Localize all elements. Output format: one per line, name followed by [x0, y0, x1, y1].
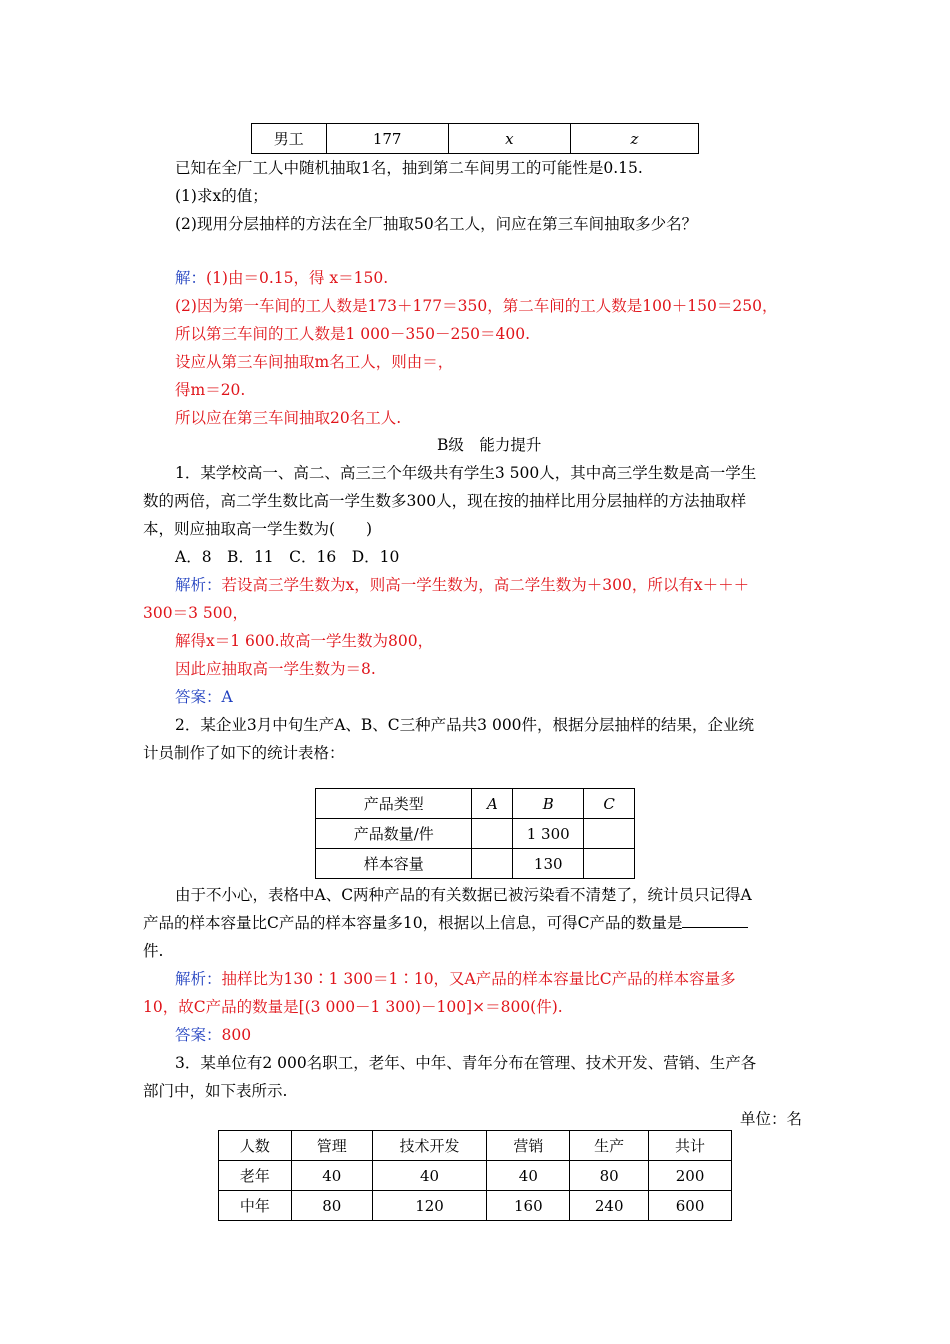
solution-line-3: 所以第三车间的工人数是1 000－350－250＝400. [175, 325, 531, 343]
p2-line-1: 2．某企业3月中旬生产A、B、C三种产品共3 000件，根据分层抽样的结果，企业统 [175, 716, 755, 734]
solution-line-4: 设应从第三车间抽取m名工人，则由＝， [175, 353, 454, 371]
table-cell: 130 [513, 849, 584, 879]
table-row [316, 789, 635, 819]
p3-line-2: 部门中，如下表所示. [143, 1082, 288, 1100]
p1-analysis-2: 300＝3 500， [143, 604, 248, 622]
table-header-cell: 技术开发 [372, 1131, 487, 1161]
table-row [316, 849, 635, 879]
table-header-cell: 共计 [649, 1131, 732, 1161]
table-cell: 40 [291, 1161, 372, 1191]
table-cell: 1 300 [513, 819, 584, 849]
p2-analysis-1: 解析：抽样比为130∶1 300＝1∶10，又A产品的样本容量比C产品的样本容量多 [175, 970, 736, 988]
table-cell: 样本容量 [316, 849, 472, 879]
table-cell: 80 [291, 1191, 372, 1221]
solution-label: 解： [175, 269, 207, 287]
solution-line-2: (2)因为第一车间的工人数是173＋177＝350，第二车间的工人数是100＋150＝250， [175, 297, 778, 315]
p1-line-2: 数的两倍，高二学生数比高一学生数多300人，现在按的抽样比用分层抽样的方法抽取样 [143, 492, 747, 510]
p3-line-1: 3．某单位有2 000名职工，老年、中年、青年分布在管理、技术开发、营销、生产各 [175, 1054, 757, 1072]
table-cell: 120 [372, 1191, 487, 1221]
table-row [316, 819, 635, 849]
p1-options: A．8 B．11 C．16 D．10 [175, 548, 400, 566]
table-cell [472, 849, 513, 879]
answer-blank [682, 913, 748, 928]
p1-analysis-4: 因此应抽取高一学生数为＝8. [175, 660, 376, 678]
table-row [252, 124, 699, 154]
p1-line-3: 本，则应抽取高一学生数为( ) [143, 520, 373, 538]
table-header-cell: B [513, 789, 584, 819]
table-cell: 老年 [219, 1161, 292, 1191]
table-cell [584, 819, 635, 849]
p1-line-1: 1．某学校高一、高二、高三三个年级共有学生3 500人，其中高三学生数是高一学生 [175, 464, 757, 482]
p2-line-5: 件. [143, 942, 164, 960]
table-header-cell: 管理 [291, 1131, 372, 1161]
table-cell: 40 [372, 1161, 487, 1191]
section-title: B级 能力提升 [437, 436, 542, 454]
table-cell [584, 849, 635, 879]
table-cell: 600 [649, 1191, 732, 1221]
table-row [219, 1131, 732, 1161]
table-cell: 160 [487, 1191, 570, 1221]
table-cell [472, 819, 513, 849]
table-cell: x [448, 124, 570, 154]
solution-line-6: 所以应在第三车间抽取20名工人. [175, 409, 402, 427]
table-cell: 200 [649, 1161, 732, 1191]
table-row [219, 1161, 732, 1191]
table-header-cell: C [584, 789, 635, 819]
p2-analysis-2: 10，故C产品的数量是[(3 000－1 300)－100]×＝800(件). [143, 998, 563, 1016]
table-header-cell: 营销 [487, 1131, 570, 1161]
p2-answer: 答案：800 [175, 1026, 252, 1044]
table-cell: 40 [487, 1161, 570, 1191]
table-cell: 男工 [252, 124, 327, 154]
p1-answer: 答案：A [175, 688, 233, 706]
table-header-cell: 人数 [219, 1131, 292, 1161]
table-header-cell: 生产 [570, 1131, 649, 1161]
unit-label: 单位：名 [740, 1110, 803, 1128]
table-cell: 产品数量/件 [316, 819, 472, 849]
table-header-cell: 产品类型 [316, 789, 472, 819]
table-cell: 177 [326, 124, 448, 154]
p2-line-2: 计员制作了如下的统计表格： [143, 744, 345, 762]
table-cell: z [570, 124, 698, 154]
question-part-1: (1)求x的值； [175, 187, 268, 205]
solution-line-5: 得m＝20. [175, 381, 246, 399]
p2-line-3: 由于不小心，表格中A、C两种产品的有关数据已被污染看不清楚了，统计员只记得A [175, 886, 752, 904]
solution-line-1: 解：(1)由＝0.15，得 x＝150. [175, 269, 389, 287]
question-part-2: (2)现用分层抽样的方法在全厂抽取50名工人，问应在第三车间抽取多少名？ [175, 215, 698, 233]
top-table [251, 123, 699, 154]
p1-analysis-3: 解得x＝1 600.故高一学生数为800， [175, 632, 434, 650]
product-table [315, 788, 635, 879]
p2-line-4: 产品的样本容量比C产品的样本容量多10，根据以上信息，可得C产品的数量是 [143, 911, 748, 933]
table-cell: 240 [570, 1191, 649, 1221]
staff-table [218, 1130, 732, 1221]
table-row [219, 1191, 732, 1221]
p1-analysis-1: 解析：若设高三学生数为x，则高一学生数为，高二学生数为＋300，所以有x＋＋＋ [175, 576, 750, 594]
table-header-cell: A [472, 789, 513, 819]
question-intro: 已知在全厂工人中随机抽取1名，抽到第二车间男工的可能性是0.15. [175, 159, 643, 177]
table-cell: 中年 [219, 1191, 292, 1221]
table-cell: 80 [570, 1161, 649, 1191]
